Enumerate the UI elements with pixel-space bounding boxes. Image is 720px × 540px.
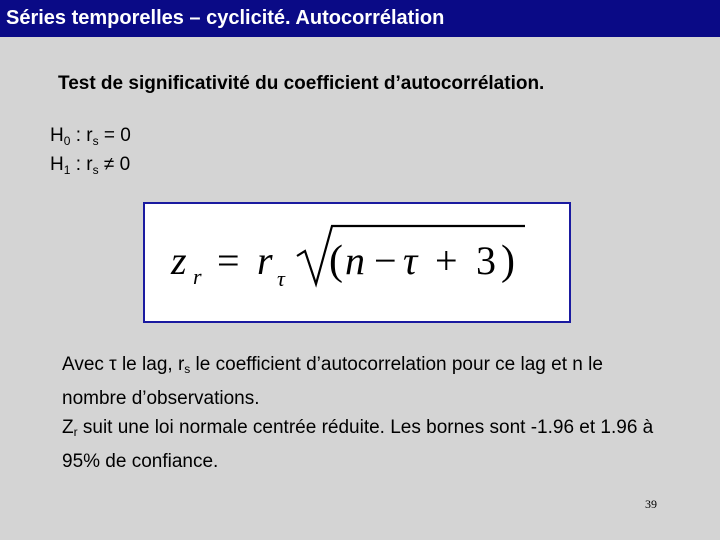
title-bar xyxy=(0,0,720,37)
h1-middle: : r xyxy=(70,154,93,175)
paragraph-lag-part1: Avec τ le lag, r xyxy=(62,354,185,375)
h1-r-sub: s xyxy=(92,163,99,177)
formula-equals: = xyxy=(217,238,240,283)
h0-middle: : r xyxy=(70,125,93,146)
formula-box xyxy=(143,202,571,323)
formula-three: 3 xyxy=(476,238,496,283)
paragraph-lag-sub: s xyxy=(184,362,191,376)
formula-z: z xyxy=(171,238,187,283)
h0-label: H xyxy=(50,125,64,146)
hypothesis-h1 xyxy=(50,154,130,177)
formula-n: n xyxy=(345,238,365,283)
paragraph-bounds-part2: suit une loi normale centrée réduite. Les bornes sont -1.96 et 1.96 à 95% de confiance. xyxy=(62,417,654,472)
h0-label-sub: 0 xyxy=(63,134,71,148)
formula-z-sub: r xyxy=(193,264,202,289)
body-text xyxy=(62,350,662,476)
slide-subtitle: Test de significativité du coefficient d’autocorrélation. xyxy=(58,73,545,94)
formula-plus: + xyxy=(435,238,458,283)
formula-close-paren: ) xyxy=(501,238,515,284)
hypothesis-h0 xyxy=(50,125,131,148)
formula-svg xyxy=(145,204,569,321)
formula-r: r xyxy=(257,238,273,283)
formula-r-sub: τ xyxy=(277,266,285,291)
h0-relation: = 0 xyxy=(98,125,131,146)
paragraph-bounds-part1: Z xyxy=(62,417,74,438)
page-number: 39 xyxy=(645,497,657,511)
h1-label: H xyxy=(50,154,64,175)
formula-tau: τ xyxy=(403,238,418,283)
formula-minus: − xyxy=(374,238,397,283)
h1-label-sub: 1 xyxy=(63,163,71,177)
h1-relation: ≠ 0 xyxy=(98,154,131,175)
slide-title: Séries temporelles – cyclicité. Autocorrélation xyxy=(6,7,445,29)
paragraph-lag-part2: le coefficient d’autocorrelation pour ce lag et n le nombre d’observations. xyxy=(62,354,603,409)
h0-r-sub: s xyxy=(92,134,99,148)
paragraph-bounds xyxy=(62,413,662,476)
formula-open-paren: ( xyxy=(329,238,343,284)
paragraph-bounds-sub: r xyxy=(73,425,78,439)
paragraph-lag xyxy=(62,350,662,413)
